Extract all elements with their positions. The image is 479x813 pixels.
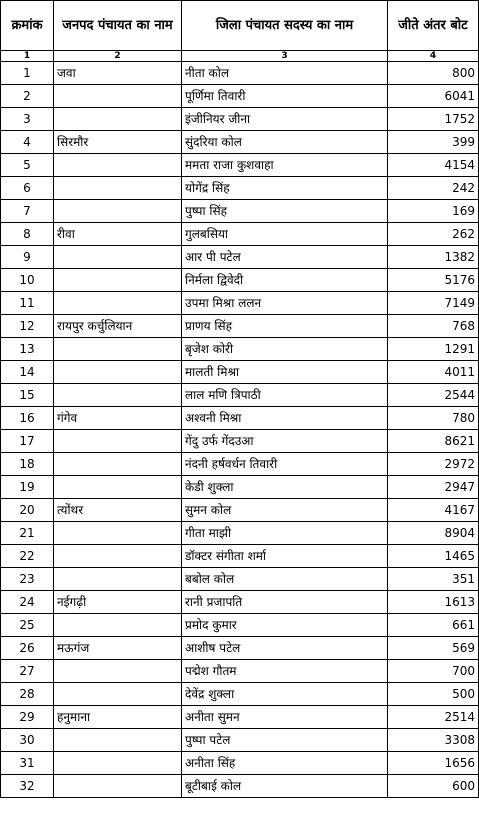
margin-cell: 2947: [388, 476, 479, 499]
janpad-cell: [54, 384, 182, 407]
serial-cell: 2: [1, 85, 54, 108]
janpad-cell: [54, 292, 182, 315]
janpad-cell: [54, 522, 182, 545]
table-row: [1, 545, 479, 568]
header-row: [1, 1, 479, 51]
janpad-cell: [54, 85, 182, 108]
member-name-cell: इंजीनियर जीना: [182, 108, 388, 131]
header-member-name: जिला पंचायत सदस्य का नाम: [182, 1, 388, 51]
member-name-cell: अनीता सुमन: [182, 706, 388, 729]
margin-cell: 3308: [388, 729, 479, 752]
serial-cell: 11: [1, 292, 54, 315]
janpad-cell: [54, 246, 182, 269]
margin-cell: 500: [388, 683, 479, 706]
table-row: [1, 476, 479, 499]
table-row: [1, 660, 479, 683]
member-name-cell: पूर्णिमा तिवारी: [182, 85, 388, 108]
member-name-cell: देवेंद्र शुक्ला: [182, 683, 388, 706]
margin-cell: 800: [388, 62, 479, 85]
table-row: [1, 269, 479, 292]
margin-cell: 2544: [388, 384, 479, 407]
table-row: [1, 430, 479, 453]
table-row: [1, 614, 479, 637]
margin-cell: 4011: [388, 361, 479, 384]
member-name-cell: बृजेश कोरी: [182, 338, 388, 361]
serial-cell: 5: [1, 154, 54, 177]
table-row: [1, 683, 479, 706]
serial-cell: 12: [1, 315, 54, 338]
table-row: [1, 499, 479, 522]
member-name-cell: निर्मला द्विवेदी: [182, 269, 388, 292]
table-row: [1, 177, 479, 200]
margin-cell: 569: [388, 637, 479, 660]
serial-cell: 16: [1, 407, 54, 430]
table-row: [1, 246, 479, 269]
margin-cell: 5176: [388, 269, 479, 292]
table-row: [1, 62, 479, 85]
serial-cell: 3: [1, 108, 54, 131]
janpad-cell: [54, 177, 182, 200]
serial-cell: 32: [1, 775, 54, 798]
serial-cell: 17: [1, 430, 54, 453]
serial-cell: 14: [1, 361, 54, 384]
margin-cell: 768: [388, 315, 479, 338]
serial-cell: 25: [1, 614, 54, 637]
janpad-cell: [54, 200, 182, 223]
janpad-cell: गंगेव: [54, 407, 182, 430]
janpad-cell: [54, 683, 182, 706]
member-name-cell: आर पी पटेल: [182, 246, 388, 269]
member-name-cell: सुमन कोल: [182, 499, 388, 522]
margin-cell: 4167: [388, 499, 479, 522]
margin-cell: 700: [388, 660, 479, 683]
serial-cell: 1: [1, 62, 54, 85]
janpad-cell: [54, 752, 182, 775]
janpad-cell: [54, 269, 182, 292]
serial-cell: 26: [1, 637, 54, 660]
margin-cell: 4154: [388, 154, 479, 177]
member-name-cell: अश्वनी मिश्रा: [182, 407, 388, 430]
table-row: [1, 407, 479, 430]
table-row: [1, 223, 479, 246]
table-row: [1, 200, 479, 223]
janpad-cell: [54, 614, 182, 637]
janpad-cell: [54, 108, 182, 131]
serial-cell: 27: [1, 660, 54, 683]
header-margin: जीते अंतर बोट: [388, 1, 479, 51]
table-row: [1, 729, 479, 752]
janpad-cell: मऊगंज: [54, 637, 182, 660]
serial-cell: 22: [1, 545, 54, 568]
margin-cell: 6041: [388, 85, 479, 108]
member-name-cell: गेंदु उर्फ गेंदउआ: [182, 430, 388, 453]
table-row: [1, 591, 479, 614]
member-name-cell: केडी शुक्ला: [182, 476, 388, 499]
table-row: [1, 85, 479, 108]
member-name-cell: प्राणय सिंह: [182, 315, 388, 338]
header-serial: क्रमांक: [1, 1, 54, 51]
table-row: [1, 568, 479, 591]
serial-cell: 8: [1, 223, 54, 246]
member-name-cell: बूटीबाई कोल: [182, 775, 388, 798]
margin-cell: 1752: [388, 108, 479, 131]
member-name-cell: प्रमोद कुमार: [182, 614, 388, 637]
serial-cell: 13: [1, 338, 54, 361]
serial-cell: 31: [1, 752, 54, 775]
serial-cell: 21: [1, 522, 54, 545]
janpad-cell: [54, 545, 182, 568]
column-number-row: [1, 51, 479, 62]
serial-cell: 4: [1, 131, 54, 154]
janpad-cell: हनुमाना: [54, 706, 182, 729]
table-row: [1, 131, 479, 154]
margin-cell: 1613: [388, 591, 479, 614]
member-name-cell: नीता कोल: [182, 62, 388, 85]
table-row: [1, 292, 479, 315]
janpad-cell: [54, 338, 182, 361]
table-row: [1, 522, 479, 545]
column-number: 4: [388, 51, 479, 62]
table-body: [1, 51, 479, 798]
janpad-cell: [54, 660, 182, 683]
margin-cell: 242: [388, 177, 479, 200]
margin-cell: 1656: [388, 752, 479, 775]
member-name-cell: डॉक्टर संगीता शर्मा: [182, 545, 388, 568]
table-row: [1, 453, 479, 476]
serial-cell: 10: [1, 269, 54, 292]
table-row: [1, 154, 479, 177]
column-number: 1: [1, 51, 54, 62]
column-number: 3: [182, 51, 388, 62]
table-row: [1, 361, 479, 384]
table-row: [1, 752, 479, 775]
serial-cell: 9: [1, 246, 54, 269]
member-name-cell: सुंदरिया कोल: [182, 131, 388, 154]
janpad-cell: त्योंथर: [54, 499, 182, 522]
member-name-cell: उपमा मिश्रा ललन: [182, 292, 388, 315]
serial-cell: 6: [1, 177, 54, 200]
janpad-cell: [54, 453, 182, 476]
serial-cell: 23: [1, 568, 54, 591]
table-row: [1, 315, 479, 338]
margin-cell: 1291: [388, 338, 479, 361]
janpad-cell: [54, 775, 182, 798]
member-name-cell: रानी प्रजापति: [182, 591, 388, 614]
janpad-cell: [54, 568, 182, 591]
member-name-cell: पुष्पा पटेल: [182, 729, 388, 752]
margin-cell: 8621: [388, 430, 479, 453]
serial-cell: 29: [1, 706, 54, 729]
header-janpad: जनपद पंचायत का नाम: [54, 1, 182, 51]
member-name-cell: पद्मेश गौतम: [182, 660, 388, 683]
margin-cell: 600: [388, 775, 479, 798]
janpad-cell: [54, 476, 182, 499]
member-name-cell: लाल मणि त्रिपाठी: [182, 384, 388, 407]
serial-cell: 24: [1, 591, 54, 614]
table-row: [1, 706, 479, 729]
margin-cell: 262: [388, 223, 479, 246]
janpad-cell: रायपुर कर्चुलियान: [54, 315, 182, 338]
serial-cell: 28: [1, 683, 54, 706]
serial-cell: 19: [1, 476, 54, 499]
janpad-cell: जवा: [54, 62, 182, 85]
table-row: [1, 384, 479, 407]
member-name-cell: योगेंद्र सिंह: [182, 177, 388, 200]
serial-cell: 30: [1, 729, 54, 752]
serial-cell: 7: [1, 200, 54, 223]
margin-cell: 169: [388, 200, 479, 223]
member-name-cell: गीता माझी: [182, 522, 388, 545]
table-row: [1, 775, 479, 798]
member-name-cell: अनीता सिंह: [182, 752, 388, 775]
janpad-cell: [54, 154, 182, 177]
margin-cell: 661: [388, 614, 479, 637]
janpad-cell: सिरमौर: [54, 131, 182, 154]
table-row: [1, 338, 479, 361]
janpad-cell: [54, 361, 182, 384]
margin-cell: 2514: [388, 706, 479, 729]
janpad-cell: [54, 430, 182, 453]
margin-cell: 780: [388, 407, 479, 430]
margin-cell: 2972: [388, 453, 479, 476]
column-number: 2: [54, 51, 182, 62]
janpad-cell: [54, 729, 182, 752]
member-name-cell: पुष्पा सिंह: [182, 200, 388, 223]
serial-cell: 15: [1, 384, 54, 407]
table-row: [1, 637, 479, 660]
margin-cell: 351: [388, 568, 479, 591]
margin-cell: 7149: [388, 292, 479, 315]
serial-cell: 18: [1, 453, 54, 476]
member-name-cell: बबोल कोल: [182, 568, 388, 591]
member-name-cell: नंदनी हर्षवर्धन तिवारी: [182, 453, 388, 476]
serial-cell: 20: [1, 499, 54, 522]
table-row: [1, 108, 479, 131]
member-name-cell: ममता राजा कुशवाहा: [182, 154, 388, 177]
margin-cell: 8904: [388, 522, 479, 545]
margin-cell: 1465: [388, 545, 479, 568]
janpad-cell: नईगढ़ी: [54, 591, 182, 614]
member-name-cell: मालती मिश्रा: [182, 361, 388, 384]
margin-cell: 1382: [388, 246, 479, 269]
janpad-cell: रीवा: [54, 223, 182, 246]
member-name-cell: गुलबसिया: [182, 223, 388, 246]
margin-cell: 399: [388, 131, 479, 154]
member-name-cell: आशीष पटेल: [182, 637, 388, 660]
